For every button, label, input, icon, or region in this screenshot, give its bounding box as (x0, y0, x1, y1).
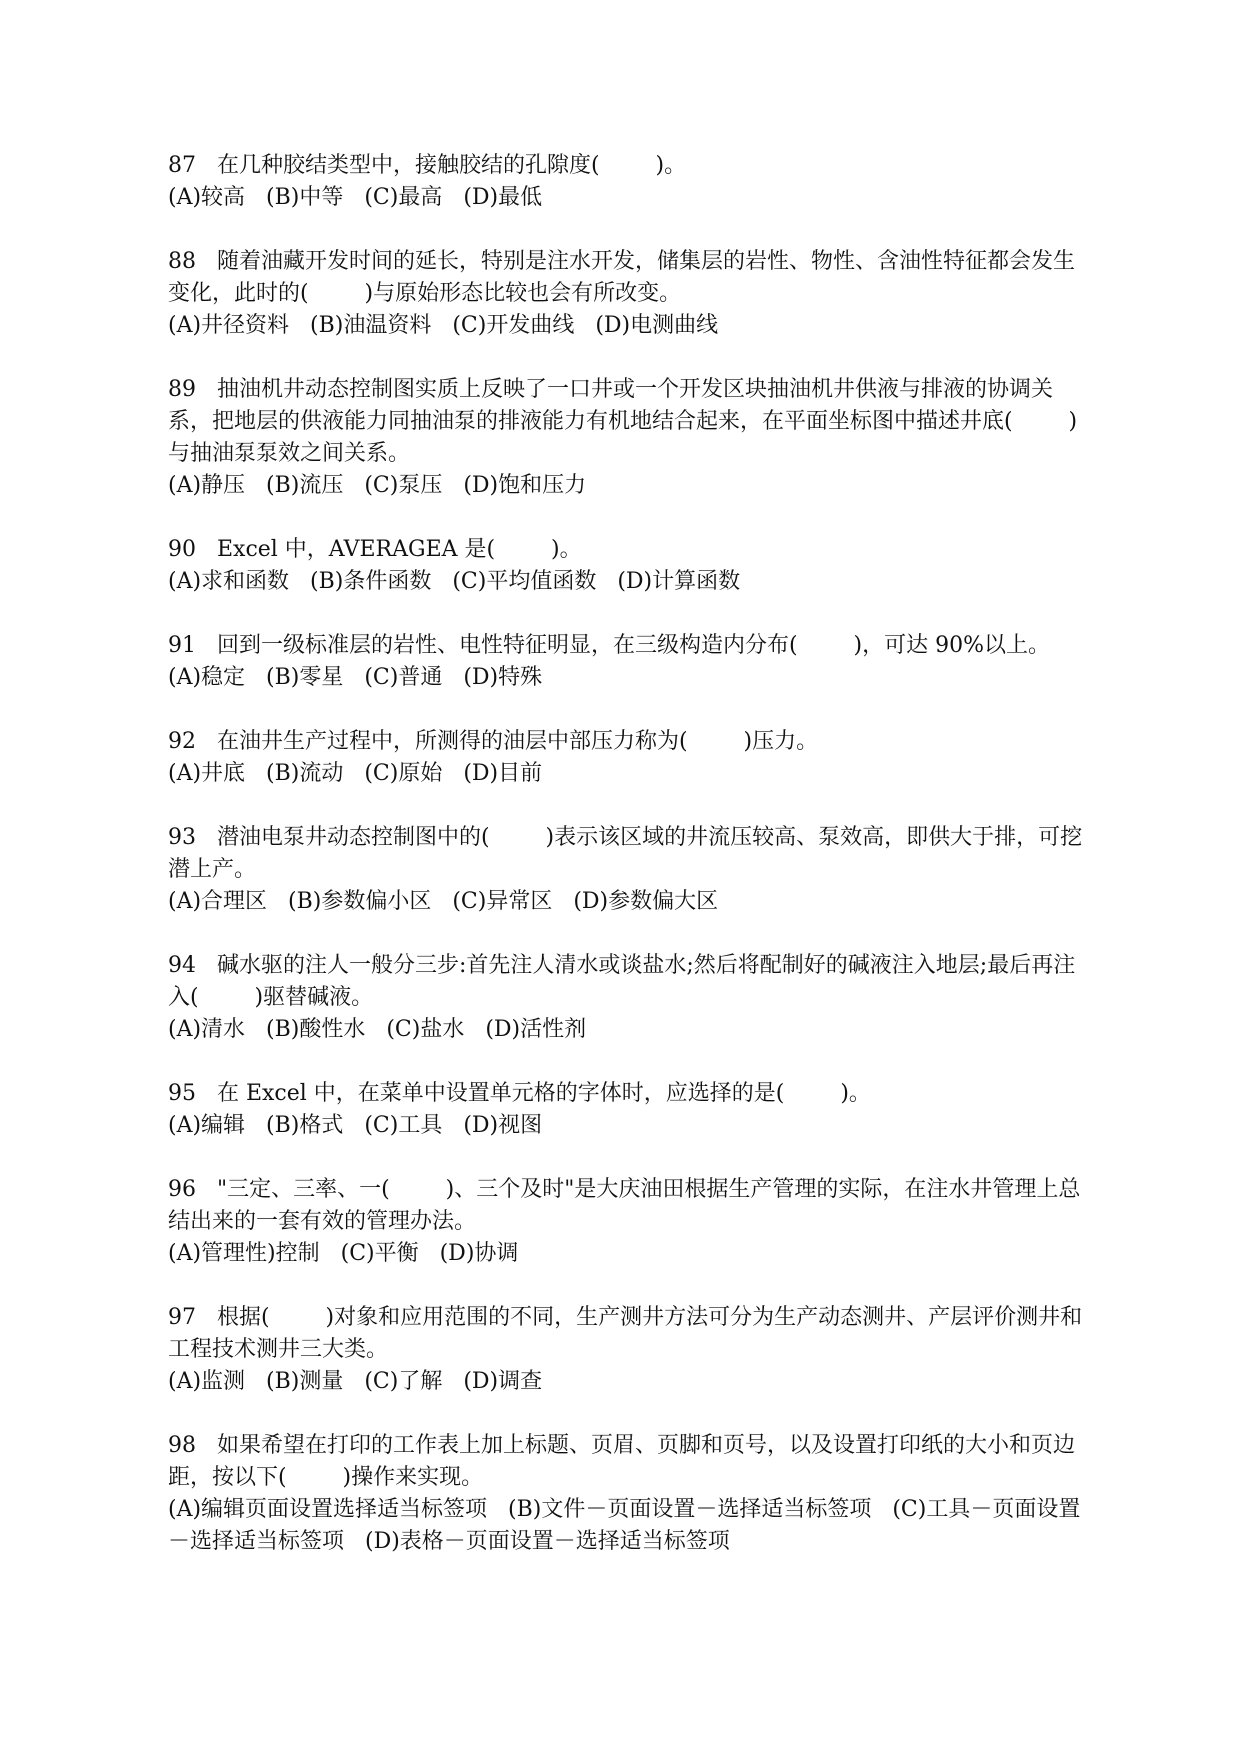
question-89 (168, 374, 1088, 502)
question-options: (A)管理性)控制 (C)平衡 (D)协调 (168, 1241, 519, 1266)
question-stem: 97 根据( )对象和应用范围的不同，生产测井方法可分为生产动态测井、产层评价测井和工程技术测井三大类。 (168, 1305, 1083, 1362)
question-options: (A)编辑 (B)格式 (C)工具 (D)视图 (168, 1113, 543, 1138)
question-options: (A)编辑页面设置选择适当标签项 (B)文件－页面设置－选择适当标签项 (C)工具－页面设置－选择适当标签项 (D)表格－页面设置－选择适当标签项 (168, 1497, 1081, 1554)
question-options: (A)较高 (B)中等 (C)最高 (D)最低 (168, 185, 543, 210)
question-options: (A)稳定 (B)零星 (C)普通 (D)特殊 (168, 665, 543, 690)
question-stem: 87 在几种胶结类型中，接触胶结的孔隙度( )。 (168, 153, 687, 178)
question-stem: 92 在油井生产过程中，所测得的油层中部压力称为( )压力。 (168, 729, 819, 754)
question-options: (A)清水 (B)酸性水 (C)盐水 (D)活性剂 (168, 1017, 587, 1042)
question-options: (A)井径资料 (B)油温资料 (C)开发曲线 (D)电测曲线 (168, 313, 719, 338)
question-options: (A)合理区 (B)参数偏小区 (C)异常区 (D)参数偏大区 (168, 889, 719, 914)
question-88 (168, 246, 1088, 342)
question-stem: 89 抽油机井动态控制图实质上反映了一口井或一个开发区块抽油机井供液与排液的协调关系，把地层的供液能力同抽油泵的排液能力有机地结合起来，在平面坐标图中描述井底( )与抽油泵泵效之间关系。 (168, 377, 1078, 466)
question-stem: 96 "三定、三率、一( )、三个及时"是大庆油田根据生产管理的实际，在注水井管理上总结出来的一套有效的管理办法。 (168, 1177, 1081, 1234)
question-93 (168, 822, 1088, 918)
question-stem: 94 碱水驱的注人一般分三步:首先注人清水或谈盐水;然后将配制好的碱液注入地层;最后再注入( )驱替碱液。 (168, 953, 1076, 1010)
question-stem: 98 如果希望在打印的工作表上加上标题、页眉、页脚和页号，以及设置打印纸的大小和页边距，按以下( )操作来实现。 (168, 1433, 1075, 1490)
question-95 (168, 1078, 1088, 1142)
question-options: (A)井底 (B)流动 (C)原始 (D)目前 (168, 761, 543, 786)
question-options: (A)求和函数 (B)条件函数 (C)平均值函数 (D)计算函数 (168, 569, 741, 594)
question-stem: 88 随着油藏开发时间的延长，特别是注水开发，储集层的岩性、物性、含油性特征都会发生变化，此时的( )与原始形态比较也会有所改变。 (168, 249, 1075, 306)
question-stem: 91 回到一级标准层的岩性、电性特征明显，在三级构造内分布( )，可达 90%以上。 (168, 633, 1050, 658)
question-87 (168, 150, 1088, 214)
question-94 (168, 950, 1088, 1046)
question-page (168, 150, 1088, 1590)
question-options: (A)静压 (B)流压 (C)泵压 (D)饱和压力 (168, 473, 587, 498)
question-90 (168, 534, 1088, 598)
question-97 (168, 1302, 1088, 1398)
question-98 (168, 1430, 1088, 1558)
question-96 (168, 1174, 1088, 1270)
question-stem: 90 Excel 中，AVERAGEA 是( )。 (168, 537, 582, 562)
question-options: (A)监测 (B)测量 (C)了解 (D)调查 (168, 1369, 543, 1394)
question-92 (168, 726, 1088, 790)
question-91 (168, 630, 1088, 694)
question-stem: 95 在 Excel 中，在菜单中设置单元格的字体时，应选择的是( )。 (168, 1081, 871, 1106)
question-stem: 93 潜油电泵井动态控制图中的( )表示该区域的井流压较高、泵效高，即供大于排，可挖潜上产。 (168, 825, 1083, 882)
